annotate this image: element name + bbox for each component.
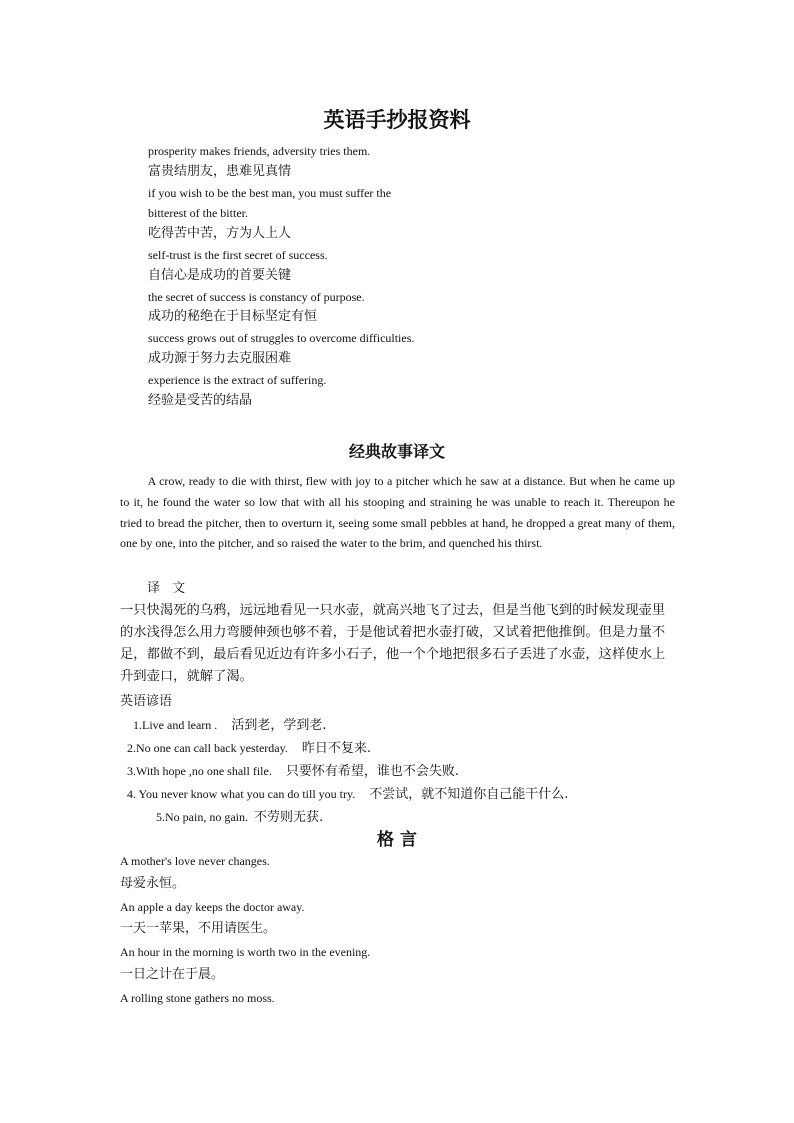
- proverb-english: 5.No pain, no gain.: [156, 810, 248, 824]
- story-translation-paragraph: 一只快渴死的乌鸦，远远地看见一只水壶，就高兴地飞了过去，但是当他飞到的时候发现壶里的水浅得怎么用力弯腰伸颈也够不着，于是他试着把水壶打破，又试着把他推倒。但是力量不足，都做不到，最后看见近边有许多小石子，他一个个地把很多石子丢进了水壶，这样使水上升到壶口，就解了渴。: [120, 603, 666, 684]
- quote-line: success grows out of struggles to overcome difficulties.: [148, 331, 415, 346]
- motto-line: 一日之计在于晨。: [120, 966, 225, 982]
- motto-line: An apple a day keeps the doctor away.: [120, 899, 305, 914]
- proverb-item: [133, 714, 326, 733]
- motto-line: A rolling stone gathers no moss.: [120, 990, 275, 1005]
- quote-line: if you wish to be the best man, you must suffer the: [148, 185, 392, 200]
- motto-line: A mother's love never changes.: [120, 854, 270, 868]
- motto-heading: 格 言: [377, 830, 417, 850]
- motto-line: 一天一苹果，不用请医生。: [120, 921, 277, 937]
- proverb-english: 3.With hope ,no one shall file.: [127, 764, 272, 778]
- quote-line: 富贵结朋友，患难见真情: [148, 163, 292, 179]
- proverbs-heading: 英语谚语: [120, 694, 173, 709]
- proverb-item: [156, 806, 323, 825]
- quote-line: 成功源于努力去克服困难: [148, 350, 292, 366]
- page-title: 英语手抄报资料: [323, 107, 471, 132]
- proverb-english: 2.No one can call back yesterday.: [127, 741, 288, 755]
- quote-line: 成功的秘绝在于目标坚定有恒: [148, 309, 318, 325]
- quote-line: 自信心是成功的首要关键: [148, 267, 292, 283]
- proverb-chinese: 昨日不复来.: [301, 741, 371, 756]
- proverb-item: [127, 737, 371, 756]
- motto-list: [120, 850, 680, 1010]
- story-heading: 经典故事译文: [348, 442, 445, 461]
- quote-line: the secret of success is constancy of purpose.: [148, 289, 365, 304]
- quote-line: self-trust is the first secret of success.: [148, 247, 328, 262]
- quote-line: 经验是受苦的结晶: [148, 392, 253, 408]
- motto-line: An hour in the morning is worth two in the evening.: [120, 945, 371, 960]
- proverb-english: 4. You never know what you can do till you try.: [127, 787, 356, 801]
- quote-line: experience is the extract of suffering.: [148, 372, 327, 387]
- proverb-chinese: 活到老，学到老.: [231, 718, 327, 733]
- quote-line: 吃得苦中苦，方为人上人: [148, 226, 292, 242]
- translation-label: 译 文: [147, 581, 190, 596]
- proverb-chinese: 不劳则无获.: [254, 810, 324, 825]
- proverb-chinese: 不尝试，就不知道你自己能干什么.: [369, 787, 569, 802]
- quote-line: bitterest of the bitter.: [148, 206, 248, 221]
- proverb-english: 1.Live and learn .: [133, 718, 218, 732]
- proverb-chinese: 只要怀有希望，谁也不会失败.: [285, 764, 459, 779]
- proverb-item: [127, 760, 459, 779]
- proverb-item: [127, 783, 568, 802]
- motto-line: 母爱永恒。: [120, 875, 186, 891]
- quotes-list: [148, 141, 708, 411]
- quote-line: prosperity makes friends, adversity tries them.: [148, 144, 371, 158]
- story-english-paragraph: A crow, ready to die with thirst, flew with joy to a pitcher which he saw at a distance. But when he came up to it, he found the water so low that with all his stooping and straining he was unable to reach it. Thereupon he tried to bread the pitcher, then to overturn it, seeing some small pebbles at hand, he dropped a great many of them, one by one, into the pitcher, and so raised the water to the brim, and quenched his thirst.: [120, 474, 675, 551]
